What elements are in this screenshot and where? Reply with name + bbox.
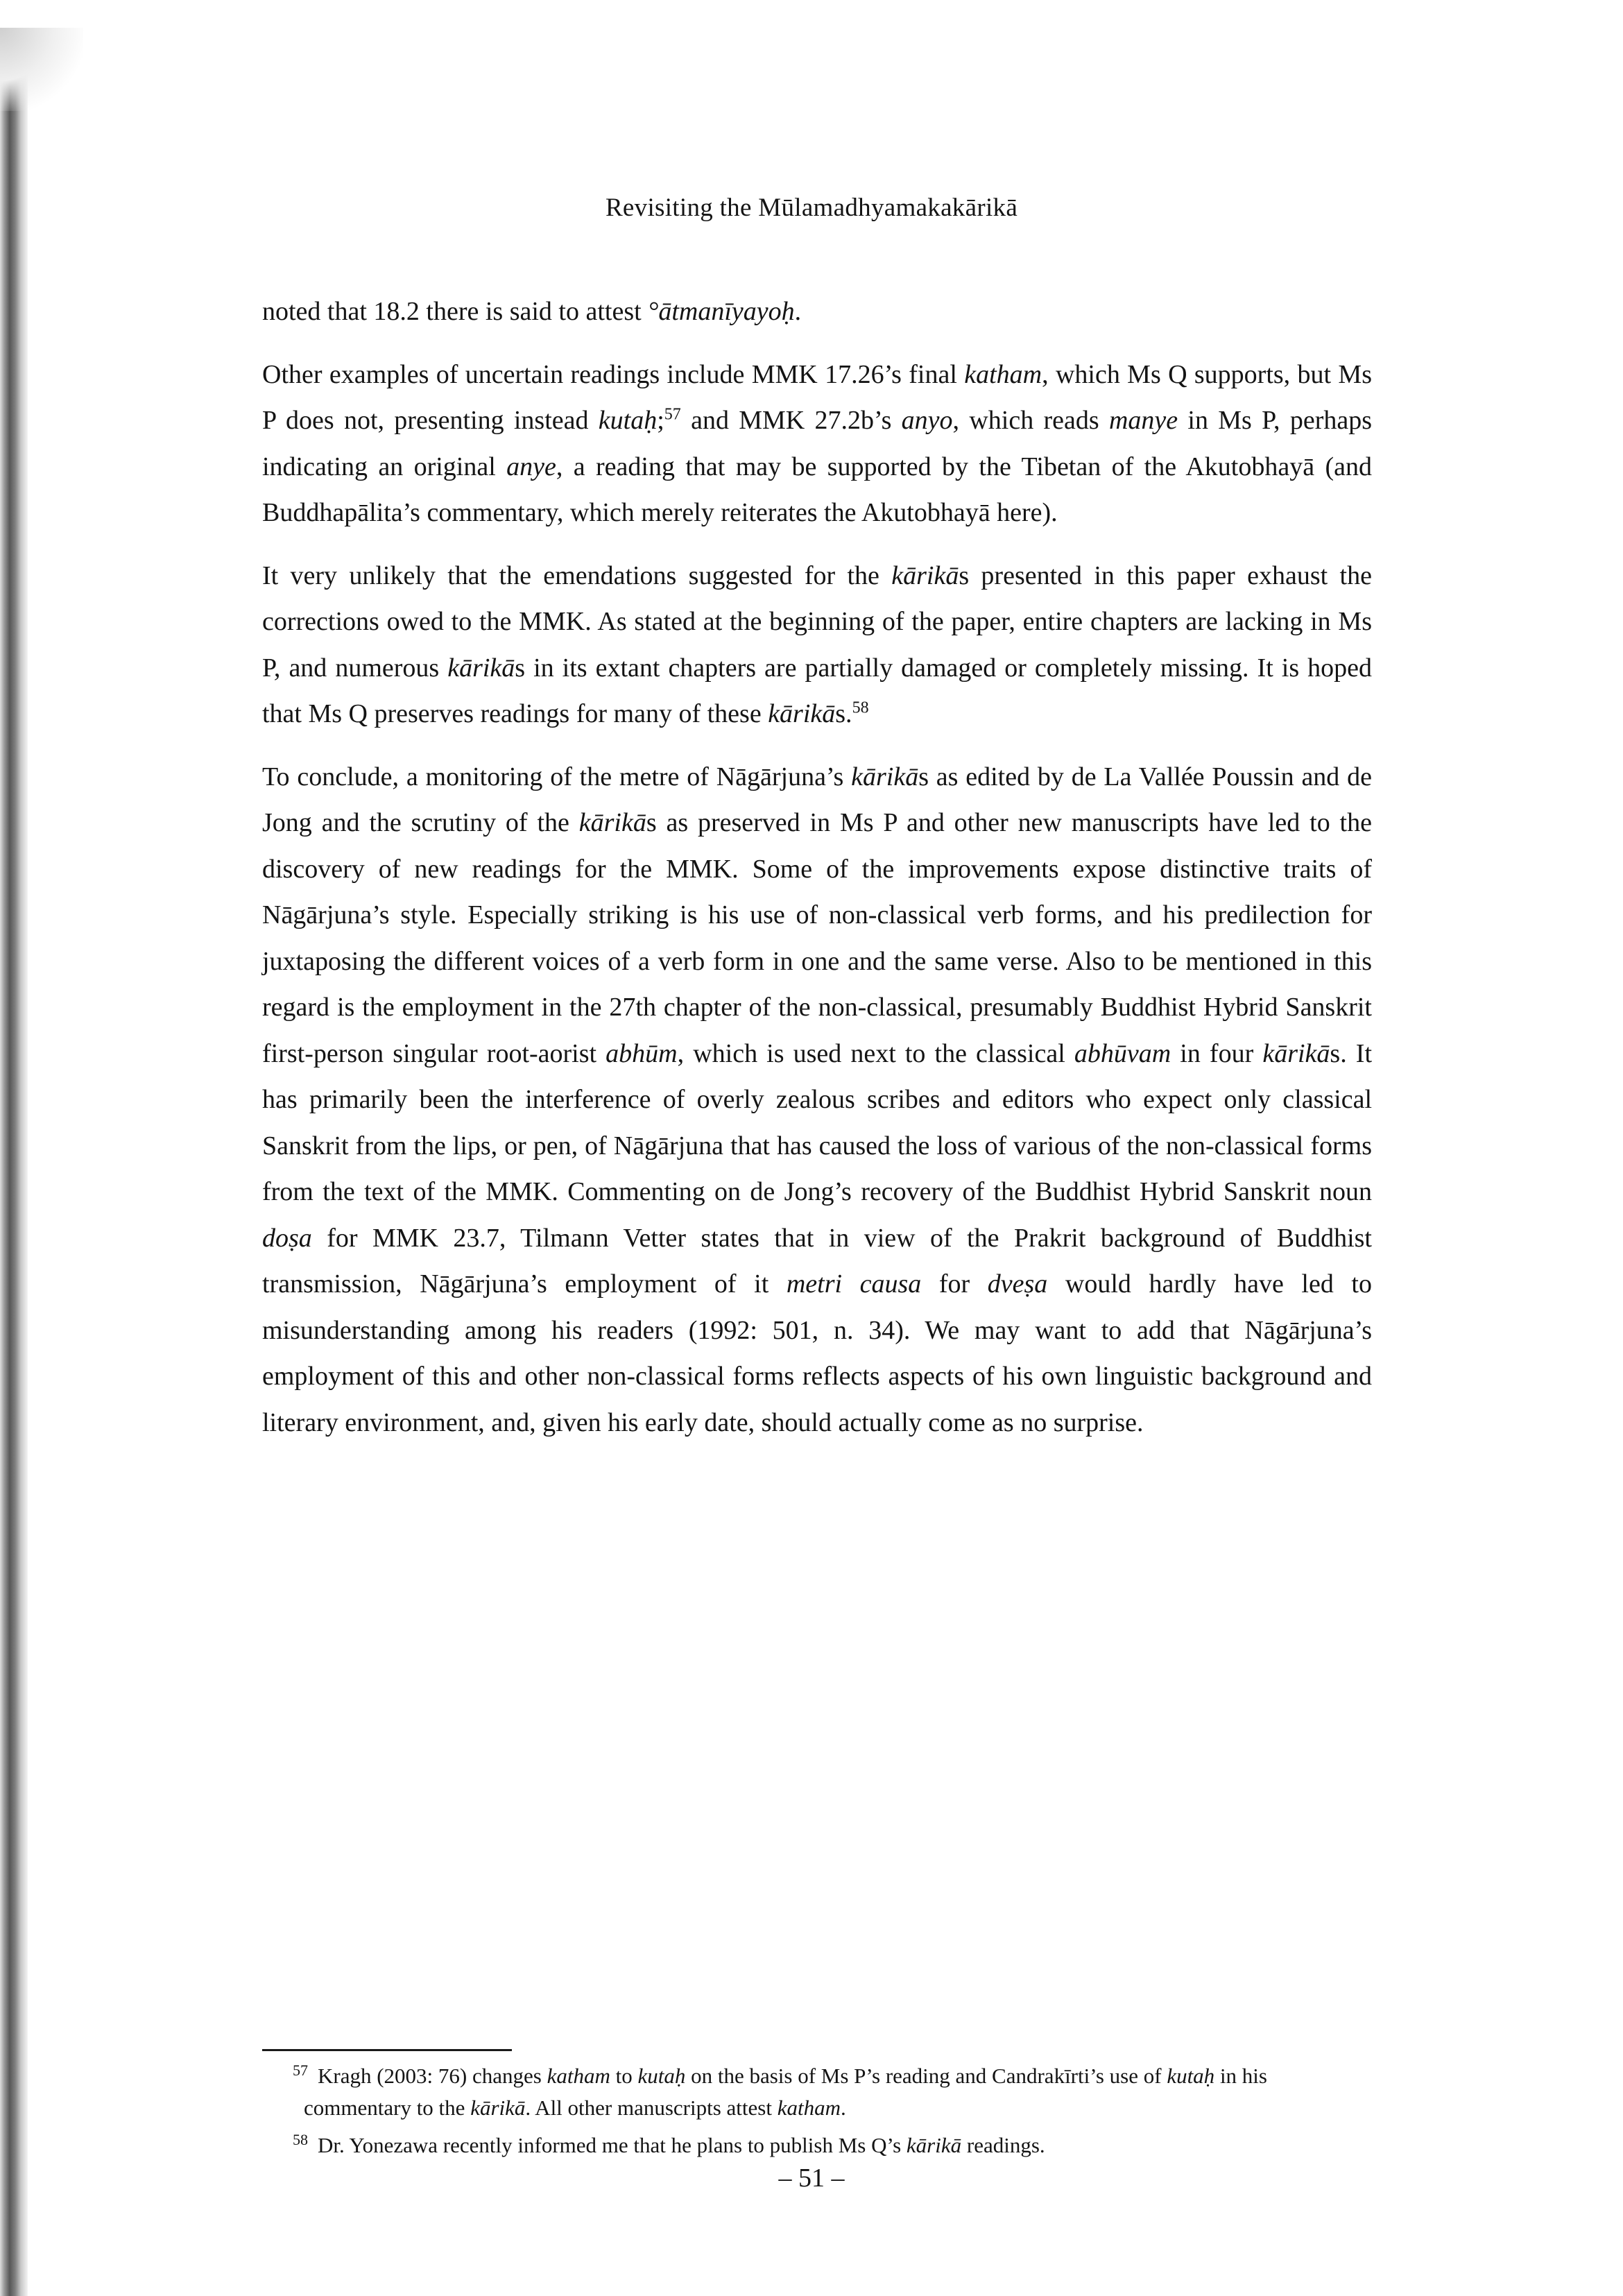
body-text xyxy=(262,289,1372,1462)
footnote-number: 57 xyxy=(293,2061,308,2079)
scan-corner-shadow xyxy=(0,28,83,111)
paragraph-4: To conclude, a monitoring of the metre of Nāgārjuna’s kārikās as edited by de La Vallée Poussin and de Jong and the scrutiny of the kārikās as preserved in Ms P and other new manuscripts have led to the discovery of new readings for the MMK. Some of the improvements expose distinctive traits of Nāgārjuna’s style. Especially striking is his use of non-classical verb forms, and his predilection for juxtaposing the different voices of a verb form in one and the same verse. Also to be mentioned in this regard is the employment in the 27th chapter of the non-classical, presumably Buddhist Hybrid Sanskrit first-person singular root-aorist abhūm, which is used next to the classical abhūvam in four kārikās. It has primarily been the interference of overly zealous scribes and editors who expect only classical Sanskrit from the lips, or pen, of Nāgārjuna that has caused the loss of various of the non-classical forms from the text of the MMK. Commenting on de Jong’s recovery of the Buddhist Hybrid Sanskrit noun doṣa for MMK 23.7, Tilmann Vetter states that in view of the Prakrit background of Buddhist transmission, Nāgārjuna’s employment of it metri causa for dveṣa would hardly have led to misunderstanding among his readers (1992: 501, n. 34). We may want to add that Nāgārjuna’s employment of this and other non-classical forms reflects aspects of his own linguistic background and literary environment, and, given his early date, should actually come as no surprise. xyxy=(262,762,1372,1437)
paragraph-2: Other examples of uncertain readings include MMK 17.26’s final katham, which Ms Q supports, but Ms P does not, presenting instead kutaḥ;$^{57}$ and MMK 27.2b’s anyo, which reads manye in Ms P, perhaps indicating an original anye, a reading that may be supported by the Tibetan of the Akutobhayā (and Buddhapālita’s commentary, which merely reiterates the Akutobhayā here). xyxy=(262,359,1373,527)
footnote-ref-58[interactable]: 58 xyxy=(852,699,869,717)
footnote-58: $^{58}$ Dr. Yonezawa recently informed me that he plans to publish Ms Q’s kārikā readings. xyxy=(293,2130,1045,2157)
paragraph-1: noted that 18.2 there is said to attest °ātmanīyayoḥ. xyxy=(262,297,802,326)
paragraph-3: It very unlikely that the emendations suggested for the kārikās presented in this paper exhaust the corrections owed to the MMK. As stated at the beginning of the paper, entire chapters are lacking in Ms P, and numerous kārikās in its extant chapters are partially damaged or completely missing. It is hoped that Ms Q preserves readings for many of these kārikās.$^{58}$ xyxy=(262,560,1372,728)
footnote-number: 58 xyxy=(293,2130,308,2148)
scan-binding-edge xyxy=(0,28,28,2296)
running-head: Revisiting the Mūlamadhyamakakārikā xyxy=(605,194,1018,222)
footnote-ref-57[interactable]: 57 xyxy=(664,405,681,424)
footnote-57: $^{57}$ Kragh (2003: 76) changes katham to kutaḥ on the basis of Ms P’s reading and Candrakīrti’s use of kutaḥ in his commentary to the kārikā. All other manuscripts attest katham. xyxy=(293,2061,1267,2120)
footnote-separator xyxy=(262,2049,512,2051)
page-number: – 51 – xyxy=(778,2164,845,2193)
footnotes xyxy=(262,2060,1372,2167)
